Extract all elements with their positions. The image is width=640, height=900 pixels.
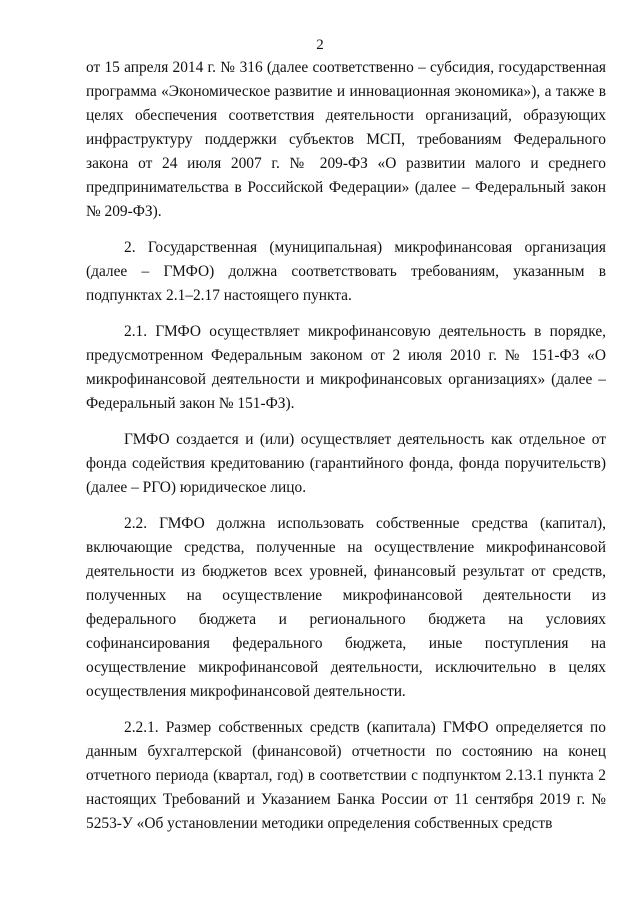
paragraph-continuation: от 15 апреля 2014 г. № 316 (далее соответственно – субсидия, государственная программа «Экономическое развитие и инновационная экономика»), а также в целях обеспечения соответствия деятельности организаций, образующих инфраструктуру поддержки субъектов МСП, требованиям Федерального закона от 24 июля 2007 г. № 209-ФЗ «О развитии малого и среднего предпринимательства в Российской Федерации» (далее – Федеральный закон № 209-ФЗ). (86, 59, 606, 220)
document-body (86, 56, 606, 848)
paragraph-item-2-2-1: 2.2.1. Размер собственных средств (капитала) ГМФО определяется по данным бухгалтерской (финансовой) отчетности по состоянию на конец отчетного периода (квартал, год) в соответствии с подпунктом 2.13.1 пункта 2 настоящих Требований и Указанием Банка России от 11 сентября 2019 г. № 5253-У «Об установлении методики определения собственных средств (86, 719, 606, 832)
page-number: 2 (316, 37, 324, 53)
paragraph-gmfo-entity: ГМФО создается и (или) осуществляет деятельность как отдельное от фонда содействия кредитованию (гарантийного фонда, фонда поручительств) (далее – РГО) юридическое лицо. (86, 431, 606, 496)
paragraph-item-2-2: 2.2. ГМФО должна использовать собственные средства (капитал), включающие средства, полученные на осуществление микрофинансовой деятельности из бюджетов всех уровней, финансовый результат от средств, полученных на осуществление микрофинансовой деятельности из федерального бюджета и регионального бюджета на условиях софинансирования федерального бюджета, иные поступления на осуществление микрофинансовой деятельности, исключительно в целях осуществления микрофинансовой деятельности. (86, 515, 606, 700)
paragraph-item-2-1: 2.1. ГМФО осуществляет микрофинансовую деятельность в порядке, предусмотренном Федеральным законом от 2 июля 2010 г. № 151-ФЗ «О микрофинансовой деятельности и микрофинансовых организациях» (далее – Федеральный закон № 151-ФЗ). (86, 323, 606, 412)
paragraph-item-2: 2. Государственная (муниципальная) микрофинансовая организация (далее – ГМФО) должна соответствовать требованиям, указанным в подпунктах 2.1–2.17 настоящего пункта. (86, 239, 606, 304)
